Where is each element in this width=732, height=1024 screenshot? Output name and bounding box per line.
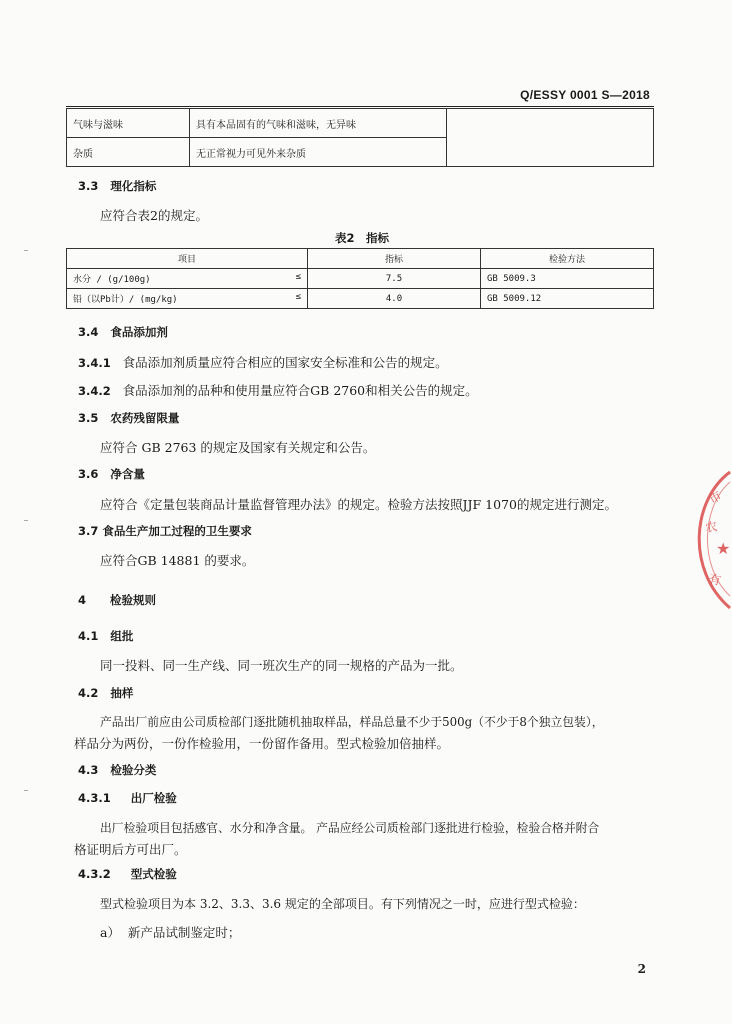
section-title: 农药残留限量 [110, 411, 180, 425]
table-cell [67, 269, 308, 289]
paragraph: 应符合GB 14881 的要求。 [100, 553, 255, 568]
table-cell: 无正常视力可见外来杂质 [190, 138, 447, 167]
section-number: 3.4.2 [78, 384, 111, 398]
paragraph: 样品分为两份，一份作检验用，一份留作备用。型式检验加倍抽样。 [74, 736, 450, 751]
list-item-text: 新产品试制鉴定时； [127, 925, 241, 940]
table-cell [67, 289, 308, 309]
table-cell: 7.5 [308, 269, 481, 289]
section-title: 抽样 [110, 686, 134, 700]
paragraph: 格证明后方可出厂。 [74, 842, 187, 857]
section-number: 3.6 [78, 467, 99, 481]
header-rule [66, 106, 654, 107]
section-heading-4 [78, 592, 156, 608]
section-title: 组批 [110, 629, 134, 643]
paragraph: 出厂检验项目包括感官、水分和净含量。 产品应经公司质检部门逐批进行检验，检验合格并附合 [100, 821, 600, 835]
clause-3-4-1 [78, 353, 448, 371]
section-title: 食品添加剂 [110, 325, 168, 339]
section-title: 检验分类 [110, 763, 157, 777]
table-row [67, 109, 654, 138]
table-caption: 表2 指标 [334, 231, 389, 245]
paragraph: 同一投料、同一生产线、同一班次生产的同一规格的产品为一批。 [100, 658, 463, 673]
sensory-table [66, 108, 654, 167]
section-heading-3-6 [78, 466, 145, 482]
clause-text: 食品添加剂质量应符合相应的国家安全标准和公告的规定。 [122, 355, 448, 370]
table-cell: 气味与滋味 [67, 109, 190, 138]
paragraph: 产品出厂前应由公司质检部门逐批随机抽取样品，样品总量不少于500g（不少于8个独立包装）， [100, 715, 604, 729]
list-marker: a） [100, 925, 120, 940]
operator: ≤ [295, 272, 301, 282]
paragraph: 应符合《定量包装商品计量监督管理办法》的规定。检验方法按照JJF 1070的规定进行测定。 [100, 497, 617, 512]
section-heading-4-3-1 [78, 790, 177, 806]
table-header-row [67, 249, 654, 269]
table-row [67, 289, 654, 309]
section-title: 食品生产加工过程的卫生要求 [102, 524, 252, 538]
document-code: Q/ESSY 0001 S—2018 [520, 88, 650, 102]
list-item [100, 923, 240, 941]
section-title: 型式检验 [130, 867, 177, 881]
section-number: 3.4.1 [78, 356, 111, 370]
svg-text:★: ★ [716, 539, 731, 558]
section-heading-4-3-2 [78, 866, 177, 882]
section-heading-4-1 [78, 628, 133, 644]
section-number: 4.3 [78, 763, 99, 777]
section-number: 4 [78, 593, 87, 607]
section-number: 4.3.2 [78, 867, 111, 881]
column-header: 检验方法 [481, 249, 654, 269]
table-cell: 4.0 [308, 289, 481, 309]
section-number: 4.2 [78, 686, 99, 700]
section-number: 4.3.1 [78, 791, 111, 805]
section-number: 3.5 [78, 411, 99, 425]
paragraph: 型式检验项目为本 3.2、3.3、3.6 规定的全部项目。有下列情况之一时，应进行型式检验： [100, 897, 585, 911]
table-cell: GB 5009.12 [481, 289, 654, 309]
column-header: 项目 [67, 249, 308, 269]
svg-text:农: 农 [704, 519, 719, 535]
table-cell: 具有本品固有的气味和滋味，无异味 [190, 109, 447, 138]
table-row [67, 269, 654, 289]
paragraph: 应符合 GB 2763 的规定及国家有关规定和公告。 [100, 440, 376, 455]
page-number: 2 [637, 962, 646, 976]
svg-text:市: 市 [706, 488, 724, 507]
physicochemical-table [66, 248, 654, 309]
section-number: 3.7 [78, 524, 99, 538]
section-title: 出厂检验 [130, 791, 177, 805]
section-number: 3.4 [78, 325, 99, 339]
official-seal-stamp [682, 470, 732, 610]
section-heading-4-2 [78, 685, 133, 701]
item-label: 铅（以Pb计）/ (mg/kg) [73, 295, 178, 305]
table-cell: GB 5009.3 [481, 269, 654, 289]
paragraph: 应符合表2的规定。 [100, 208, 208, 223]
binding-mark [24, 520, 28, 521]
section-title: 理化指标 [110, 179, 157, 193]
section-number: 4.1 [78, 629, 99, 643]
section-title: 净含量 [110, 467, 145, 481]
section-heading-3-4 [78, 324, 168, 340]
svg-text:有: 有 [707, 571, 723, 589]
clause-text: 食品添加剂的品种和使用量应符合GB 2760和相关公告的规定。 [122, 383, 478, 398]
section-heading-4-3 [78, 762, 156, 778]
binding-mark [24, 250, 28, 251]
table-cell [447, 109, 654, 167]
binding-mark [24, 790, 28, 791]
section-title: 检验规则 [110, 593, 157, 607]
item-label: 水分 / (g/100g) [73, 275, 151, 285]
section-heading-3-3 [78, 178, 156, 194]
section-heading-3-7 [78, 523, 252, 539]
clause-3-4-2 [78, 381, 478, 399]
section-heading-3-5 [78, 410, 179, 426]
operator: ≤ [295, 292, 301, 302]
section-number: 3.3 [78, 179, 99, 193]
column-header: 指标 [308, 249, 481, 269]
table-cell: 杂质 [67, 138, 190, 167]
